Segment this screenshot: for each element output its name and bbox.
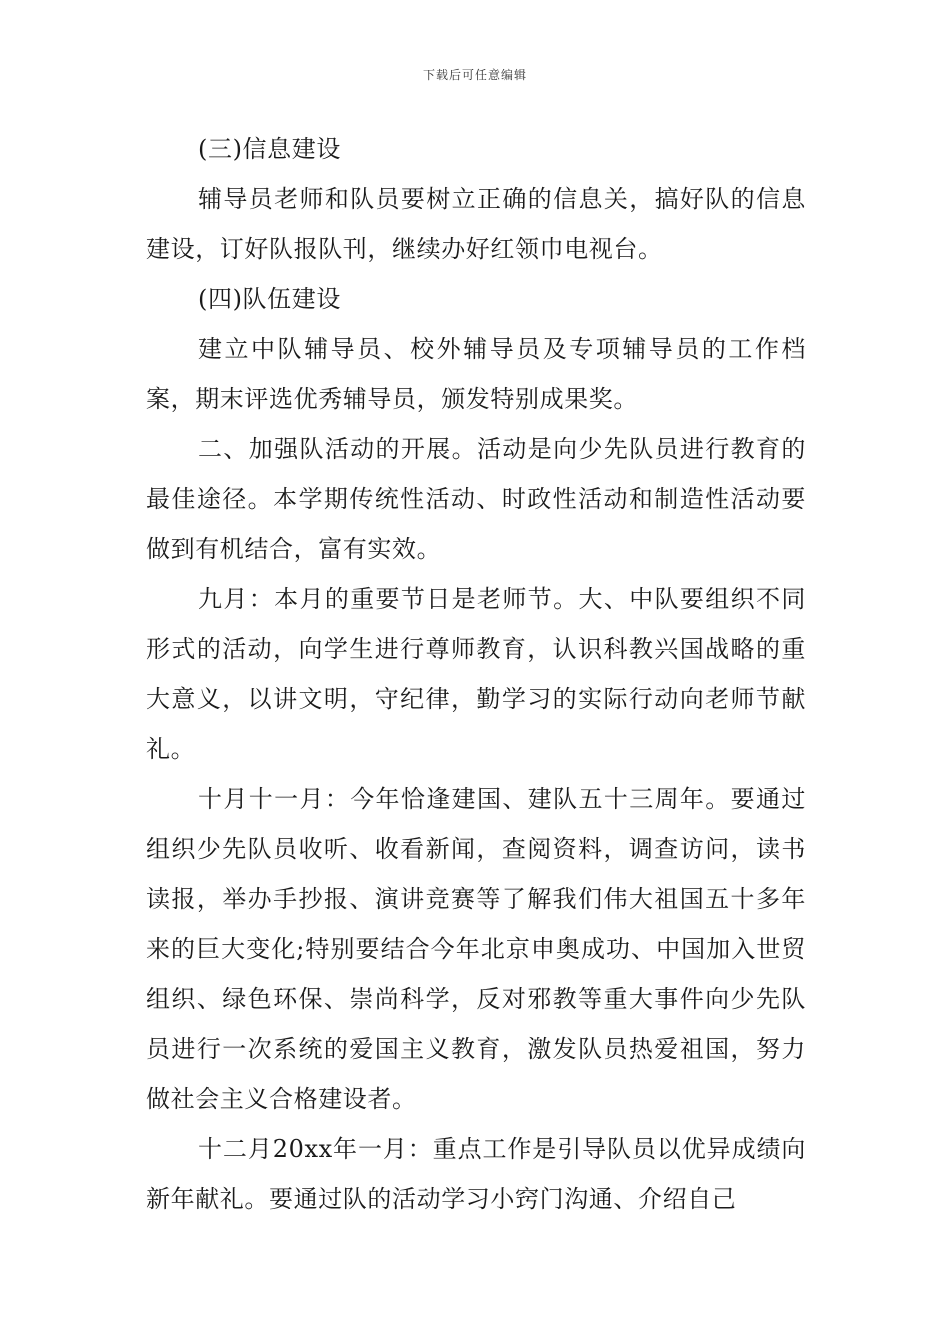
- section-heading-team: (四)队伍建设: [198, 285, 341, 313]
- paragraph-september: 九月：本月的重要节日是老师节。大、中队要组织不同形式的活动，向学生进行尊师教育，认识科教兴国战略的重大意义，以讲文明，守纪律，勤学习的实际行动向老师节献礼。: [146, 585, 806, 763]
- page-header: 下载后可任意编辑: [422, 68, 527, 82]
- section-heading-information: (三)信息建设: [198, 135, 341, 163]
- paragraph-october-november: 十月十一月：今年恰逢建国、建队五十三周年。要通过组织少先队员收听、收看新闻，查阅资料，调查访问，读书读报，举办手抄报、演讲竞赛等了解我们伟大祖国五十多年来的巨大变化;特别要结合今年北京申奥成功、中国加入世贸组织、绿色环保、崇尚科学，反对邪教等重大事件向少先队员进行一次系统的爱国主义教育，激发队员热爱祖国，努力做社会主义合格建设者。: [146, 785, 806, 1113]
- paragraph-information: 辅导员老师和队员要树立正确的信息关，搞好队的信息建设，订好队报队刊，继续办好红领巾电视台。: [146, 185, 806, 263]
- paragraph-december-january: 十二月20xx年一月：重点工作是引导队员以优异成绩向新年献礼。要通过队的活动学习小窍门沟通、介绍自己: [146, 1135, 806, 1213]
- document-body: [146, 124, 806, 1224]
- paragraph-team: 建立中队辅导员、校外辅导员及专项辅导员的工作档案，期末评选优秀辅导员，颁发特别成果奖。: [146, 335, 806, 413]
- paragraph-activities: 二、加强队活动的开展。活动是向少先队员进行教育的最佳途径。本学期传统性活动、时政性活动和制造性活动要做到有机结合，富有实效。: [146, 435, 806, 563]
